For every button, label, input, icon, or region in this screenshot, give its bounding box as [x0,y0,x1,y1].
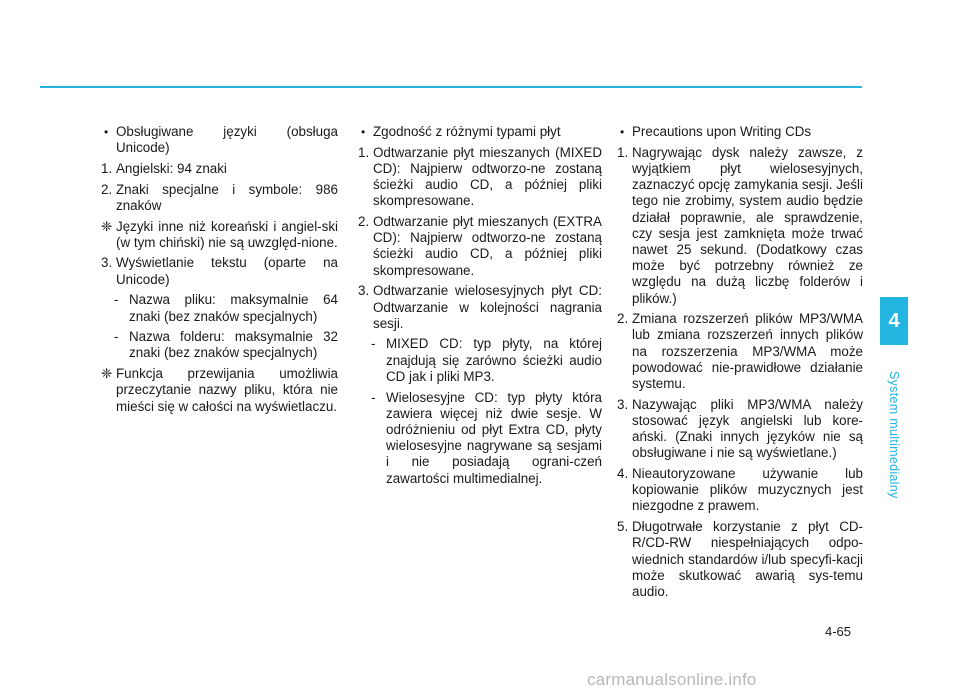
list-item-text: Zgodność z różnymi typami płyt [373,124,561,139]
list-marker: • [620,125,625,139]
list-item-text: Długotrwałe korzystanie z płyt CD-R/CD-RW niespełniających odpo-wiednich standardów i/lub specyfi-kacji może skutkować awarią sys-temu audio. [632,519,863,599]
list-item-text: MIXED CD: typ płyty, na której znajdują się zarówno ścieżki audio CD jak i pliki MP3. [386,336,602,384]
watermark: carmanualsonline.info [587,670,757,689]
list-marker: 3. [617,396,629,412]
list-item-text: Nagrywając dysk należy zawsze, z wyjątkiem płyt wielosesyjnych, zaznaczyć opcję zamykania sesji. Jeśli tego nie zrobimy, system audio będzie działał poprawnie, ale sprawdzenie, czy sesja jest zamknięta może trwać nawet 25 sekund. (Dodatkowy czas może być potrzebny również ze względu na dużą liczbę folderów i plików.) [632,144,863,306]
chapter-tab [880,297,908,345]
list-item-text: Precautions upon Writing CDs [632,124,812,139]
list-item [617,466,863,515]
list-marker: 3. [101,255,113,271]
list-item [101,366,338,415]
list-item [617,519,863,600]
list-marker: 2. [358,214,370,230]
list-marker: • [361,125,366,139]
top-rule [40,86,862,88]
list-item [358,145,602,210]
list-item-text: Odtwarzanie płyt mieszanych (EXTRA CD): Najpierw odtworzo-ne zostaną ścieżki audio CD, a później pliki skompresowane. [373,214,602,278]
list-item-text: Wyświetlanie tekstu (oparte na Unicode) [116,255,338,287]
column-middle [358,124,602,491]
list-item [358,214,602,279]
list-item-text: Wielosesyjne CD: typ płyty która zawiera więcej niż dwie sesje. W odróżnieniu od płyt Extra CD, płyty wielosesyjne nagrywane są sesjami i nie posiadają ograni-czeń zawartości multimedialnej. [386,389,602,486]
list-item [101,329,338,361]
list-item [617,397,863,462]
list-item-text: Zmiana rozszerzeń plików MP3/WMA lub zmiana rozszerzeń innych plików na rozszerzenia MP3/WMA może powodować nie-prawidłowe działanie systemu. [632,311,863,392]
list-marker: 2. [617,311,629,327]
list-marker: 1. [101,160,113,176]
list-marker: 1. [358,144,370,160]
list-marker: 4. [617,466,629,482]
list-marker: 2. [101,181,113,197]
list-item-text: Obsługiwane języki (obsługa Unicode) [116,124,338,156]
chapter-title [880,345,908,525]
list-item-text: Nieautoryzowane używanie lub kopiowanie plików muzycznych jest niezgodne z prawem. [632,466,863,514]
list-marker: • [104,125,109,139]
list-item [358,283,602,332]
list-marker: - [114,292,119,308]
list-item-text: Odtwarzanie płyt mieszanych (MIXED CD): Najpierw odtworzo-ne zostaną ścieżki audio CD, a później pliki skompresowane. [373,144,602,209]
list-item-text: Języki inne niż koreański i angiel-ski (w tym chiński) nie są uwzględ-nione. [116,218,338,250]
list-item-text: Funkcja przewijania umożliwia przeczytanie nazwy pliku, która nie mieści się w całości na wyświetlaczu. [116,366,338,414]
list-item [358,336,602,385]
list-item [101,255,338,287]
note-symbol: ❈ [101,366,113,382]
list-item-text: Znaki specjalne i symbole: 986 znaków [116,181,338,213]
list-item-text: Nazwa folderu: maksymalnie 32 znaki (bez znaków specjalnych) [129,329,338,361]
list-marker: - [114,329,119,345]
list-item-text: Nazywając pliki MP3/WMA należy stosować język angielski lub kore-ański. (Znaki innych języków nie są obsługiwane i nie są wyświetlane.) [632,396,863,461]
column-left [101,124,338,419]
list-item [358,390,602,487]
list-item-text: Angielski: 94 znaki [116,160,227,176]
list-item [617,311,863,392]
list-marker: - [371,389,376,405]
list-item [101,182,338,214]
column-right [617,124,863,605]
list-item-text: Nazwa pliku: maksymalnie 64 znaki (bez znaków specjalnych) [129,292,338,324]
chapter-number: 4 [888,309,900,332]
list-item [101,124,338,156]
list-marker: 1. [617,144,629,160]
chapter-title-text: System multimedialny [887,371,901,499]
list-marker: - [371,336,376,352]
list-item [617,145,863,307]
list-item [617,124,863,140]
list-item-text: Odtwarzanie wielosesyjnych płyt CD: Odtwarzanie w kolejności nagrania sesji. [373,283,602,331]
list-item [358,124,602,140]
list-item [101,219,338,251]
list-item [101,161,338,177]
note-symbol: ❈ [101,218,113,234]
page-number: 4-65 [825,624,852,639]
list-marker: 3. [358,283,370,299]
list-marker: 5. [617,519,629,535]
list-item [101,292,338,324]
